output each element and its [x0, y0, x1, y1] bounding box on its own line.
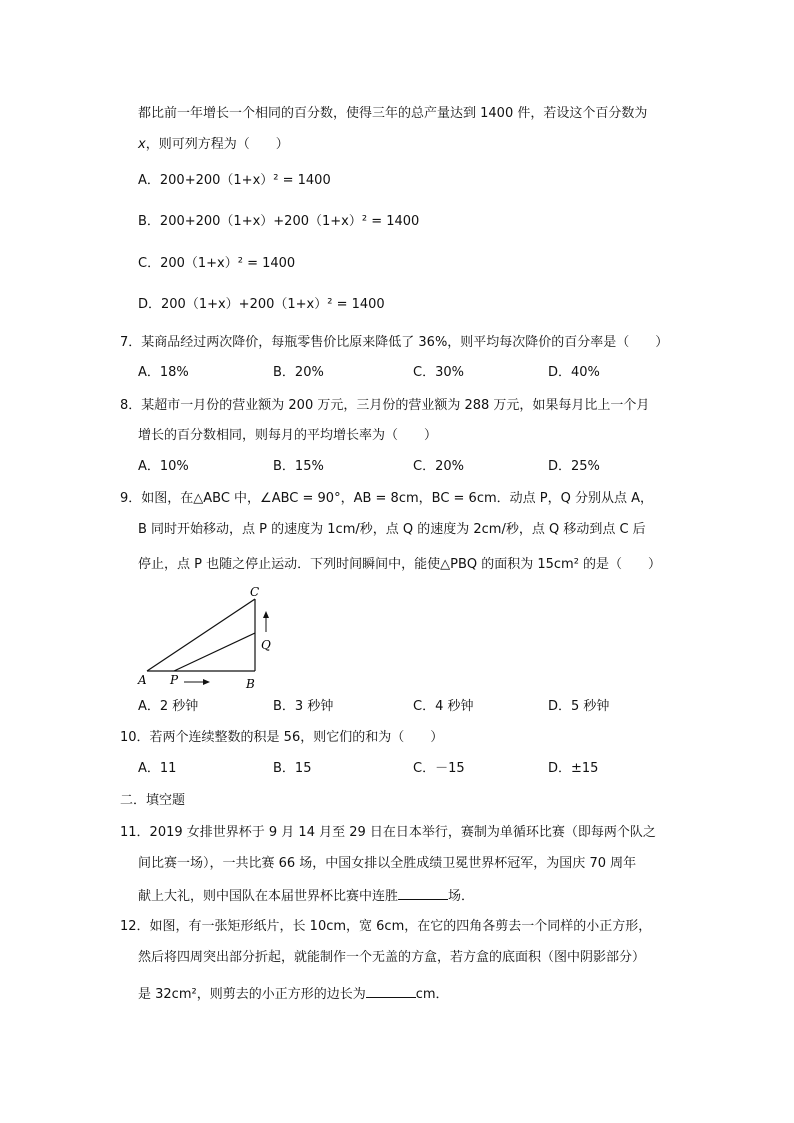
q9-stem-line1: 9．如图，在△ABC 中，∠ABC = 90°，AB = 8cm，BC = 6cm．动点 P，Q 分别从点 A， [120, 491, 653, 506]
q12-stem-line3 [138, 985, 449, 1003]
q11-stem-line1: 11．2019 女排世界杯于 9 月 14 月至 29 日在日本举行，赛制为单循环比赛（即每两个队之 [120, 825, 656, 840]
q10-option-a: A．11 [138, 761, 177, 776]
q12-stem-line1: 12．如图，有一张矩形纸片，长 10cm，宽 6cm，在它的四角各剪去一个同样的小正方形， [120, 919, 652, 934]
q9-option-b: B．3 秒钟 [273, 699, 334, 714]
q6-stem-rest: ，则可列方程为（ ） [145, 137, 289, 152]
q11-answer-blank[interactable] [398, 887, 448, 900]
q7-option-b: B．20% [273, 365, 324, 380]
q8-option-d: D．25% [548, 459, 600, 474]
q9-option-c: C．4 秒钟 [413, 699, 474, 714]
q8-stem-line2: 增长的百分数相同，则每月的平均增长率为（ ） [138, 428, 438, 443]
q11-line3-pre: 献上大礼，则中国队在本届世界杯比赛中连胜 [138, 889, 399, 904]
q6-variable: x [138, 137, 146, 152]
q10-option-d: D．±15 [548, 761, 599, 776]
q9-option-a: A．2 秒钟 [138, 699, 199, 714]
label-c: C [250, 585, 260, 599]
q12-stem-line2: 然后将四周突出部分折起，就能制作一个无盖的方盒，若方盒的底面积（图中阴影部分） [138, 950, 646, 965]
q12-answer-blank[interactable] [366, 985, 416, 998]
label-a: A [138, 673, 147, 687]
q10-stem: 10．若两个连续整数的积是 56，则它们的和为（ ） [120, 730, 444, 745]
q6-option-d: D．200（1+x）+200（1+x）² = 1400 [138, 297, 385, 312]
q7-option-a: A．18% [138, 365, 189, 380]
q10-option-b: B．15 [273, 761, 312, 776]
q11-line3-post: 场． [448, 889, 475, 904]
q6-option-b: B．200+200（1+x）+200（1+x）² = 1400 [138, 214, 420, 229]
q8-option-b: B．15% [273, 459, 324, 474]
q9-option-d: D．5 秒钟 [548, 699, 610, 714]
q7-stem: 7．某商品经过两次降价，每瓶零售价比原来降低了 36%，则平均每次降价的百分率是（ ） [120, 335, 669, 350]
q7-option-d: D．40% [548, 365, 600, 380]
q6-option-a: A．200+200（1+x）² = 1400 [138, 173, 331, 188]
q6-stem-line1: 都比前一年增长一个相同的百分数，使得三年的总产量达到 1400 件，若设这个百分数为 [138, 106, 648, 121]
q8-stem-line1: 8．某超市一月份的营业额为 200 万元，三月份的营业额为 288 万元，如果每月比上一个月 [120, 398, 650, 413]
section-heading-fill-in: 二．填空题 [120, 793, 186, 808]
q11-stem-line2: 间比赛一场），一共比赛 66 场，中国女排以全胜成绩卫冕世界杯冠军，为国庆 70 周年 [138, 856, 637, 871]
q10-option-c: C．－15 [413, 761, 465, 776]
q9-triangle-figure [130, 580, 280, 692]
triangle-side-ac [147, 599, 255, 671]
label-b: B [246, 677, 255, 691]
q12-line3-post: cm． [415, 987, 449, 1002]
q-arrow-head [263, 611, 269, 618]
q6-stem-line2 [138, 137, 289, 153]
q9-stem-line2: B 同时开始移动，点 P 的速度为 1cm/秒，点 Q 的速度为 2cm/秒，点 Q 移动到点 C 后 [138, 522, 646, 537]
label-p: P [170, 673, 179, 687]
q12-line3-pre: 是 32cm²，则剪去的小正方形的边长为 [138, 987, 366, 1002]
q11-stem-line3 [138, 887, 474, 905]
p-arrow-head [203, 679, 210, 685]
label-q: Q [261, 638, 271, 652]
q6-option-c: C．200（1+x）² = 1400 [138, 256, 296, 271]
q8-option-c: C．20% [413, 459, 464, 474]
q8-option-a: A．10% [138, 459, 189, 474]
q7-option-c: C．30% [413, 365, 464, 380]
q9-stem-line3: 停止，点 P 也随之停止运动．下列时间瞬间中，能使△PBQ 的面积为 15cm² 的是（ ） [138, 557, 662, 572]
segment-pq [174, 633, 255, 671]
